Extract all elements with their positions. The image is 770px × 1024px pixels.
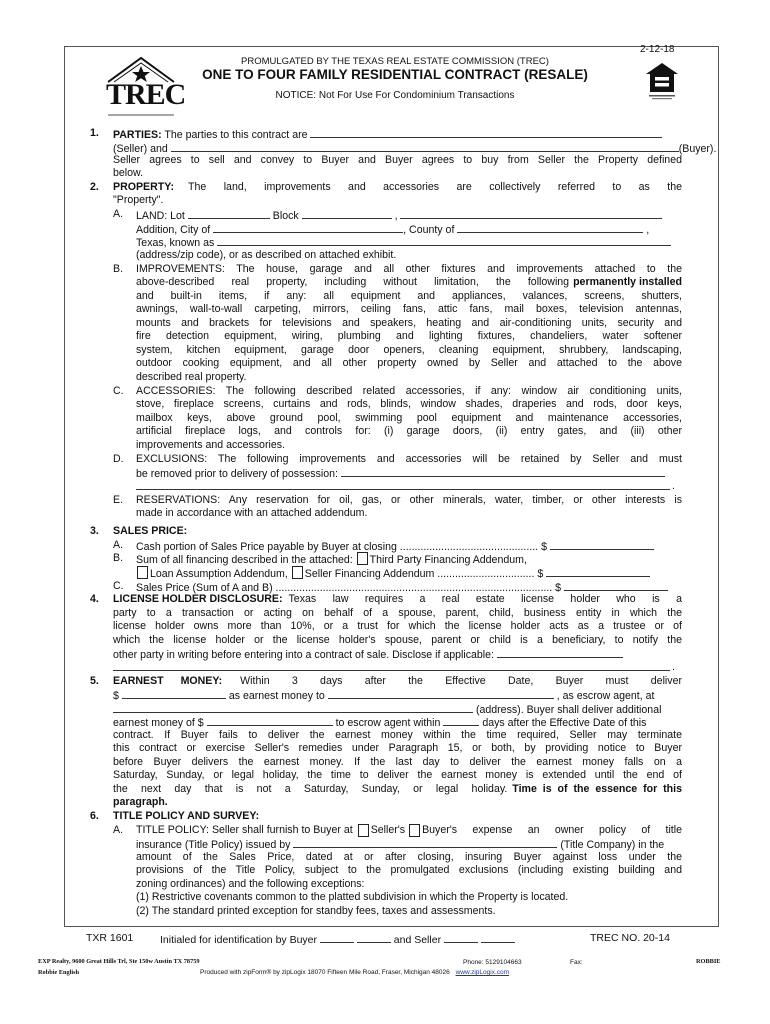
title-company-field[interactable] (293, 837, 557, 848)
s5-line3: (address). Buyer shall deliver additional (113, 702, 682, 717)
s2b-line1: above-described real property, including without limitation, the following permanently installed (136, 276, 682, 288)
buyer-initial-2[interactable] (357, 932, 391, 943)
sales-price-field[interactable] (564, 580, 668, 591)
s2d-line0: EXCLUSIONS: The following improvements and accessories will be retained by Seller and must (136, 453, 682, 465)
section-5-number: 5. (90, 675, 99, 687)
section-1-number: 1. (90, 127, 99, 139)
lot-field[interactable] (188, 208, 270, 219)
company-line: EXP Realty, 9600 Great Hills Trl, Ste 150w Austin TX 78759 (38, 958, 200, 965)
s2a-line1: LAND: Lot Block , (136, 208, 682, 223)
s3-head: SALES PRICE: (113, 525, 188, 537)
cash-portion-field[interactable] (550, 539, 654, 550)
s1-line4: below. (113, 167, 144, 179)
s4-line3: which the license holder or the license holder's spouse, parent or child is a beneficiary, to notify the (113, 634, 682, 646)
trec-logo (104, 54, 186, 118)
form-date: 2-12-18 (640, 44, 675, 55)
s2b-line6: system, kitchen equipment, garage door openers, cleaning equipment, shrubbery, landscaping, (136, 344, 682, 356)
s5-line6: this contract or exercise Seller's remedies under Paragraph 15, or both, by providing notice to Buyer (113, 742, 682, 754)
s6a-line1: TITLE POLICY: Seller shall furnish to Buyer at Seller's Buyer's expense an owner policy of title (136, 824, 682, 836)
s4-line4: other party in writing before entering into a contract of sale. Disclose if applicable: (113, 647, 682, 662)
notice-line: NOTICE: Not For Use For Condominium Transactions (275, 90, 515, 101)
section-2-number: 2. (90, 181, 99, 193)
s2a-line2: Addition, City of , County of , (136, 224, 650, 236)
produced-with: Produced with zipForm® by zipLogix 18070 Fifteen Mile Road, Fraser, Michigan 48026 www.zipLogix.com (200, 969, 510, 976)
s5-line8: Saturday, Sunday, or legal holiday, the time to deliver the earnest money is extended until the end of (113, 769, 682, 781)
period-mark: . (672, 661, 675, 673)
s2c-line2: mailbox keys, above ground pool, swimming pool equipment and maintenance accessories, (136, 412, 682, 424)
equal-housing-logo (645, 62, 679, 100)
s6-head: TITLE POLICY AND SURVEY: (113, 810, 260, 822)
buyer-initial-1[interactable] (320, 932, 354, 943)
trec-logo-text: TREC (106, 78, 186, 111)
earnest-money-field[interactable] (122, 688, 226, 699)
seller-name-field[interactable] (310, 127, 662, 138)
ziplogix-link[interactable]: www.zipLogix.com (455, 969, 510, 976)
s3c-line: Sales Price (Sum of A and B) .............................................................................................. $ (136, 580, 668, 595)
s6a-line4: provisions of the Title Policy, subject to the promulgated exclusions (including existing building and (136, 864, 682, 876)
s2c-label: C. (113, 385, 124, 397)
section-4-number: 4. (90, 593, 99, 605)
escrow-agent-field[interactable] (328, 688, 554, 699)
third-party-financing-checkbox[interactable] (357, 552, 368, 565)
s5-line5: contract. If Buyer fails to deliver the earnest money within the time required, Seller may terminate (113, 729, 682, 741)
s6a-label: A. (113, 824, 124, 836)
s4-line1: party to a transaction or acting on behalf of a spouse, parent, child, business entity in which the (113, 607, 682, 619)
loan-assumption-checkbox[interactable] (137, 566, 148, 579)
s2d-label: D. (113, 453, 124, 465)
s5-line10: paragraph. (113, 796, 168, 808)
s2b-line7: outdoor cooking equipment, and all other property owned by Seller and attached to the above (136, 357, 682, 369)
equal-housing-icon (645, 62, 679, 100)
s2c-line1: stove, fireplace screens, curtains and rods, blinds, window shades, draperies and rods, door keys, (136, 398, 682, 410)
fax: Fax: (570, 959, 583, 966)
s2b-label: B. (113, 263, 124, 275)
block-field[interactable] (302, 208, 392, 219)
exclusions-field-line2[interactable] (136, 489, 670, 490)
s3c-label: C. (113, 580, 124, 592)
escrow-address-field[interactable] (113, 702, 473, 713)
exclusions-field[interactable] (341, 466, 665, 477)
s2-line1: PROPERTY: The land, improvements and accessories are collectively referred to as the (113, 181, 682, 193)
phone: Phone: 5129104663 (463, 959, 522, 966)
s6a-line2: insurance (Title Policy) issued by (Title Company) in the (136, 839, 665, 851)
s3a-line: Cash portion of Sales Price payable by Buyer at closing ............................................... $ (136, 539, 654, 554)
s5-line7: before Buyer delivers the earnest money. If the last day to deliver the earnest money falls on a (113, 756, 682, 768)
s2a-line4: (address/zip code), or as described on attached exhibit. (136, 249, 397, 261)
seller-financing-checkbox[interactable] (292, 566, 303, 579)
s6a-line7: (2) The standard printed exception for standby fees, taxes and assessments. (136, 905, 496, 917)
s3b-line2: Loan Assumption Addendum, Seller Financing Addendum ................................. $ (136, 566, 650, 581)
s2b-line5: fire detection equipment, wiring, plumbing and lighting fixtures, chandeliers, water softener (136, 330, 682, 342)
s4-line0: LICENSE HOLDER DISCLOSURE: Texas law requires a real estate license holder who is a (113, 593, 682, 605)
seller-initial-1[interactable] (444, 932, 478, 943)
section-3-number: 3. (90, 525, 99, 537)
s2b-line0: IMPROVEMENTS: The house, garage and all other fixtures and improvements attached to the (136, 263, 682, 275)
buyer-name-field[interactable] (171, 141, 679, 152)
s3a-label: A. (113, 539, 124, 551)
s2e-line0: RESERVATIONS: Any reservation for oil, gas, or other minerals, water, timber, or other interests is (136, 494, 682, 506)
additional-days-field[interactable] (443, 715, 479, 726)
s3b-line1: Sum of all financing described in the attached: Third Party Financing Addendum, (136, 554, 527, 566)
s1-line1: PARTIES: The parties to this contract are (113, 127, 682, 142)
period-mark: . (672, 480, 675, 492)
s1-line3: Seller agrees to sell and convey to Buyer and Buyer agrees to buy from Seller the Property defined (113, 154, 682, 166)
address-field[interactable] (217, 235, 671, 246)
financing-sum-field[interactable] (546, 566, 650, 577)
s2d-line1: be removed prior to delivery of possession: (136, 466, 682, 481)
seller-initial-2[interactable] (481, 932, 515, 943)
s2e-label: E. (113, 494, 124, 506)
s2b-line3: awnings, wall-to-wall carpeting, mirrors, ceiling fans, attic fans, mail boxes, television antennas, (136, 303, 682, 315)
s2b-line2: and built-in items, if any: all equipment and appliances, valances, screens, shutters, (136, 290, 682, 302)
s6a-line5: zoning ordinances) and the following exceptions: (136, 878, 365, 890)
s6a-line3: amount of the Sales Price, dated at or after closing, insuring Buyer against loss under the (136, 851, 682, 863)
s2a-line3: Texas, known as (136, 235, 682, 250)
buyer-expense-checkbox[interactable] (409, 824, 420, 837)
section-6-number: 6. (90, 810, 99, 822)
city-field[interactable] (213, 222, 403, 233)
page-title: ONE TO FOUR FAMILY RESIDENTIAL CONTRACT (RESALE) (202, 67, 588, 82)
agent-name: Robbie English (38, 969, 80, 976)
s2-line2: "Property". (113, 194, 164, 206)
disclosure-field[interactable] (497, 647, 623, 658)
s2e-line1: made in accordance with an attached addendum. (136, 507, 368, 519)
s6a-line6: (1) Restrictive covenants common to the platted subdivision in which the Property is located. (136, 891, 569, 903)
s2b-line8: described real property. (136, 371, 247, 383)
s5-line4: earnest money of $ to escrow agent within days after the Effective Date of this (113, 717, 647, 729)
s3b-label: B. (113, 552, 124, 564)
s2b-line4: mounts and brackets for televisions and speakers, heating and air-conditioning units, security and (136, 317, 682, 329)
s5-line2: $ as earnest money to , as escrow agent, at (113, 690, 655, 702)
additional-earnest-field[interactable] (207, 715, 333, 726)
s1-line2: (Seller) and (Buyer). (113, 143, 717, 155)
document-name: ROBBIE (696, 958, 721, 965)
s2c-line3: artificial fireplace logs, and controls for: (i) garage doors, (ii) entry gates, and (iii) other (136, 425, 682, 437)
county-field[interactable] (457, 222, 643, 233)
s2a-label: A. (113, 208, 124, 220)
initials-line: Initialed for identification by Buyer and Seller (160, 932, 515, 946)
seller-expense-checkbox[interactable] (358, 824, 369, 837)
trec-number: TREC NO. 20-14 (590, 932, 670, 944)
s2c-line0: ACCESSORIES: The following described related accessories, if any: window air conditioning units, (136, 385, 682, 397)
s4-line2: license holder owns more than 10%, or a trust for which the license holder acts as a trustee or of (113, 620, 682, 632)
form-number: TXR 1601 (86, 932, 134, 944)
promulgated-line: PROMULGATED BY THE TEXAS REAL ESTATE COMMISSION (TREC) (241, 56, 549, 67)
s2c-line4: improvements and accessories. (136, 439, 285, 451)
s5-line1: EARNEST MONEY: Within 3 days after the Effective Date, Buyer must deliver (113, 675, 682, 687)
s5-line9: the next day that is not a Saturday, Sunday, or legal holiday. Time is of the essence for this (113, 783, 682, 795)
subdivision-field[interactable] (400, 208, 662, 219)
disclosure-field-line2[interactable] (113, 670, 670, 671)
